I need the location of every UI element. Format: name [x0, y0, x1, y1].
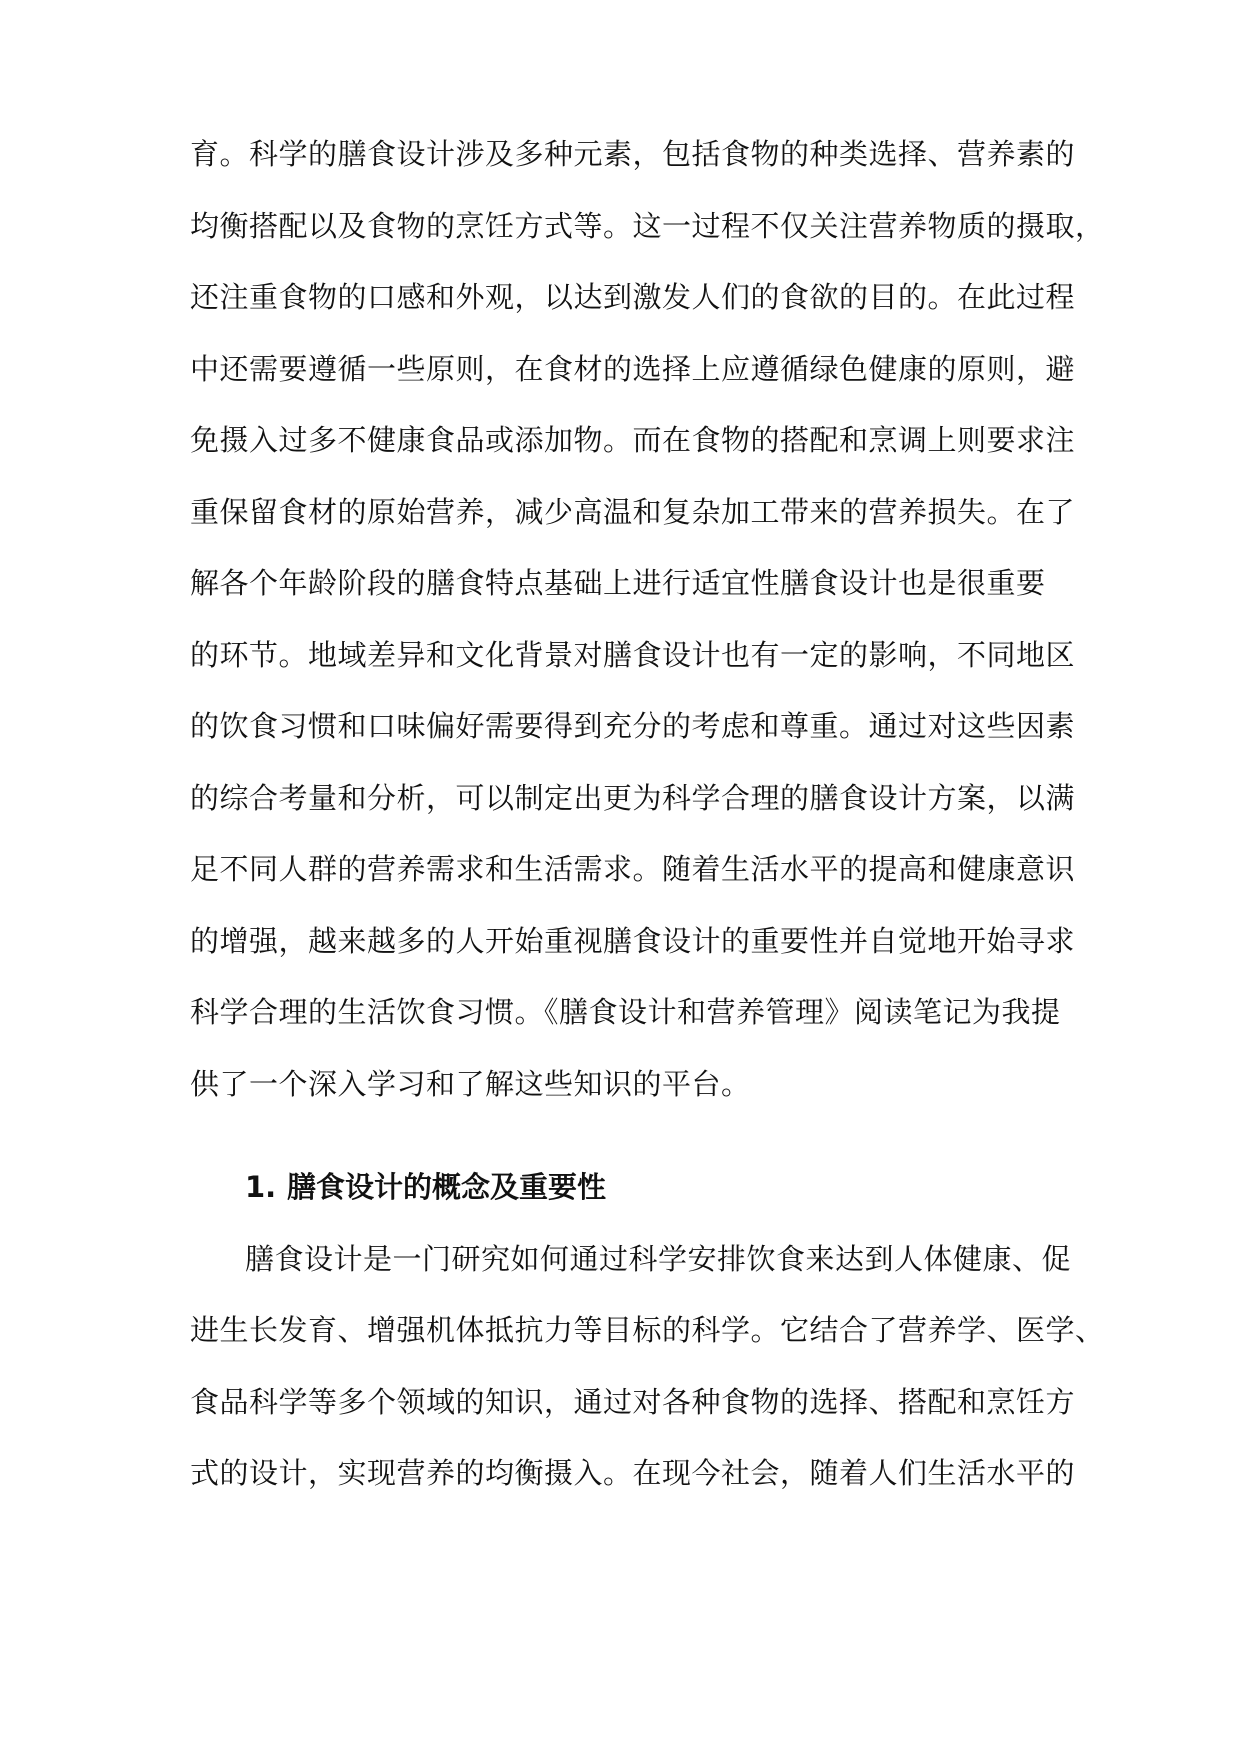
paragraph-line: 膳食设计是一门研究如何通过科学安排饮食来达到人体健康、促: [245, 1242, 1072, 1276]
paragraph-line: 供了一个深入学习和了解这些知识的平台。: [190, 1067, 751, 1101]
section-title: 膳食设计的概念及重要性: [287, 1170, 607, 1204]
paragraph-line: 中还需要遵循一些原则，在食材的选择上应遵循绿色健康的原则，避: [190, 352, 1076, 386]
paragraph-line: 式的设计，实现营养的均衡摄入。在现今社会，随着人们生活水平的: [190, 1456, 1076, 1490]
paragraph-line: 足不同人群的营养需求和生活需求。随着生活水平的提高和健康意识: [190, 852, 1076, 886]
paragraph-line: 的增强，越来越多的人开始重视膳食设计的重要性并自觉地开始寻求: [190, 924, 1076, 958]
paragraph-line: 科学合理的生活饮食习惯。《膳食设计和营养管理》阅读笔记为我提: [190, 995, 1061, 1029]
section-heading: [245, 1170, 606, 1204]
paragraph-line: 还注重食物的口感和外观，以达到激发人们的食欲的目的。在此过程: [190, 280, 1076, 314]
paragraph-line: 食品科学等多个领域的知识，通过对各种食物的选择、搭配和烹饪方: [190, 1385, 1076, 1419]
paragraph-line: 进生长发育、增强机体抵抗力等目标的科学。它结合了营养学、医学、: [190, 1313, 1105, 1347]
paragraph-line: 育。科学的膳食设计涉及多种元素，包括食物的种类选择、营养素的: [190, 137, 1076, 171]
paragraph-line: 重保留食材的原始营养，减少高温和复杂加工带来的营养损失。在了: [190, 495, 1076, 529]
section-number: 1.: [245, 1170, 277, 1204]
paragraph-line: 的环节。地域差异和文化背景对膳食设计也有一定的影响，不同地区: [190, 638, 1076, 672]
paragraph-line: 的饮食习惯和口味偏好需要得到充分的考虑和尊重。通过对这些因素: [190, 709, 1076, 743]
paragraph-line: 的综合考量和分析，可以制定出更为科学合理的膳食设计方案，以满: [190, 781, 1076, 815]
paragraph-line: 免摄入过多不健康食品或添加物。而在食物的搭配和烹调上则要求注: [190, 423, 1076, 457]
paragraph-line: 解各个年龄阶段的膳食特点基础上进行适宜性膳食设计也是很重要: [190, 566, 1046, 600]
paragraph-line: 均衡搭配以及食物的烹饪方式等。这一过程不仅关注营养物质的摄取，: [190, 209, 1105, 243]
